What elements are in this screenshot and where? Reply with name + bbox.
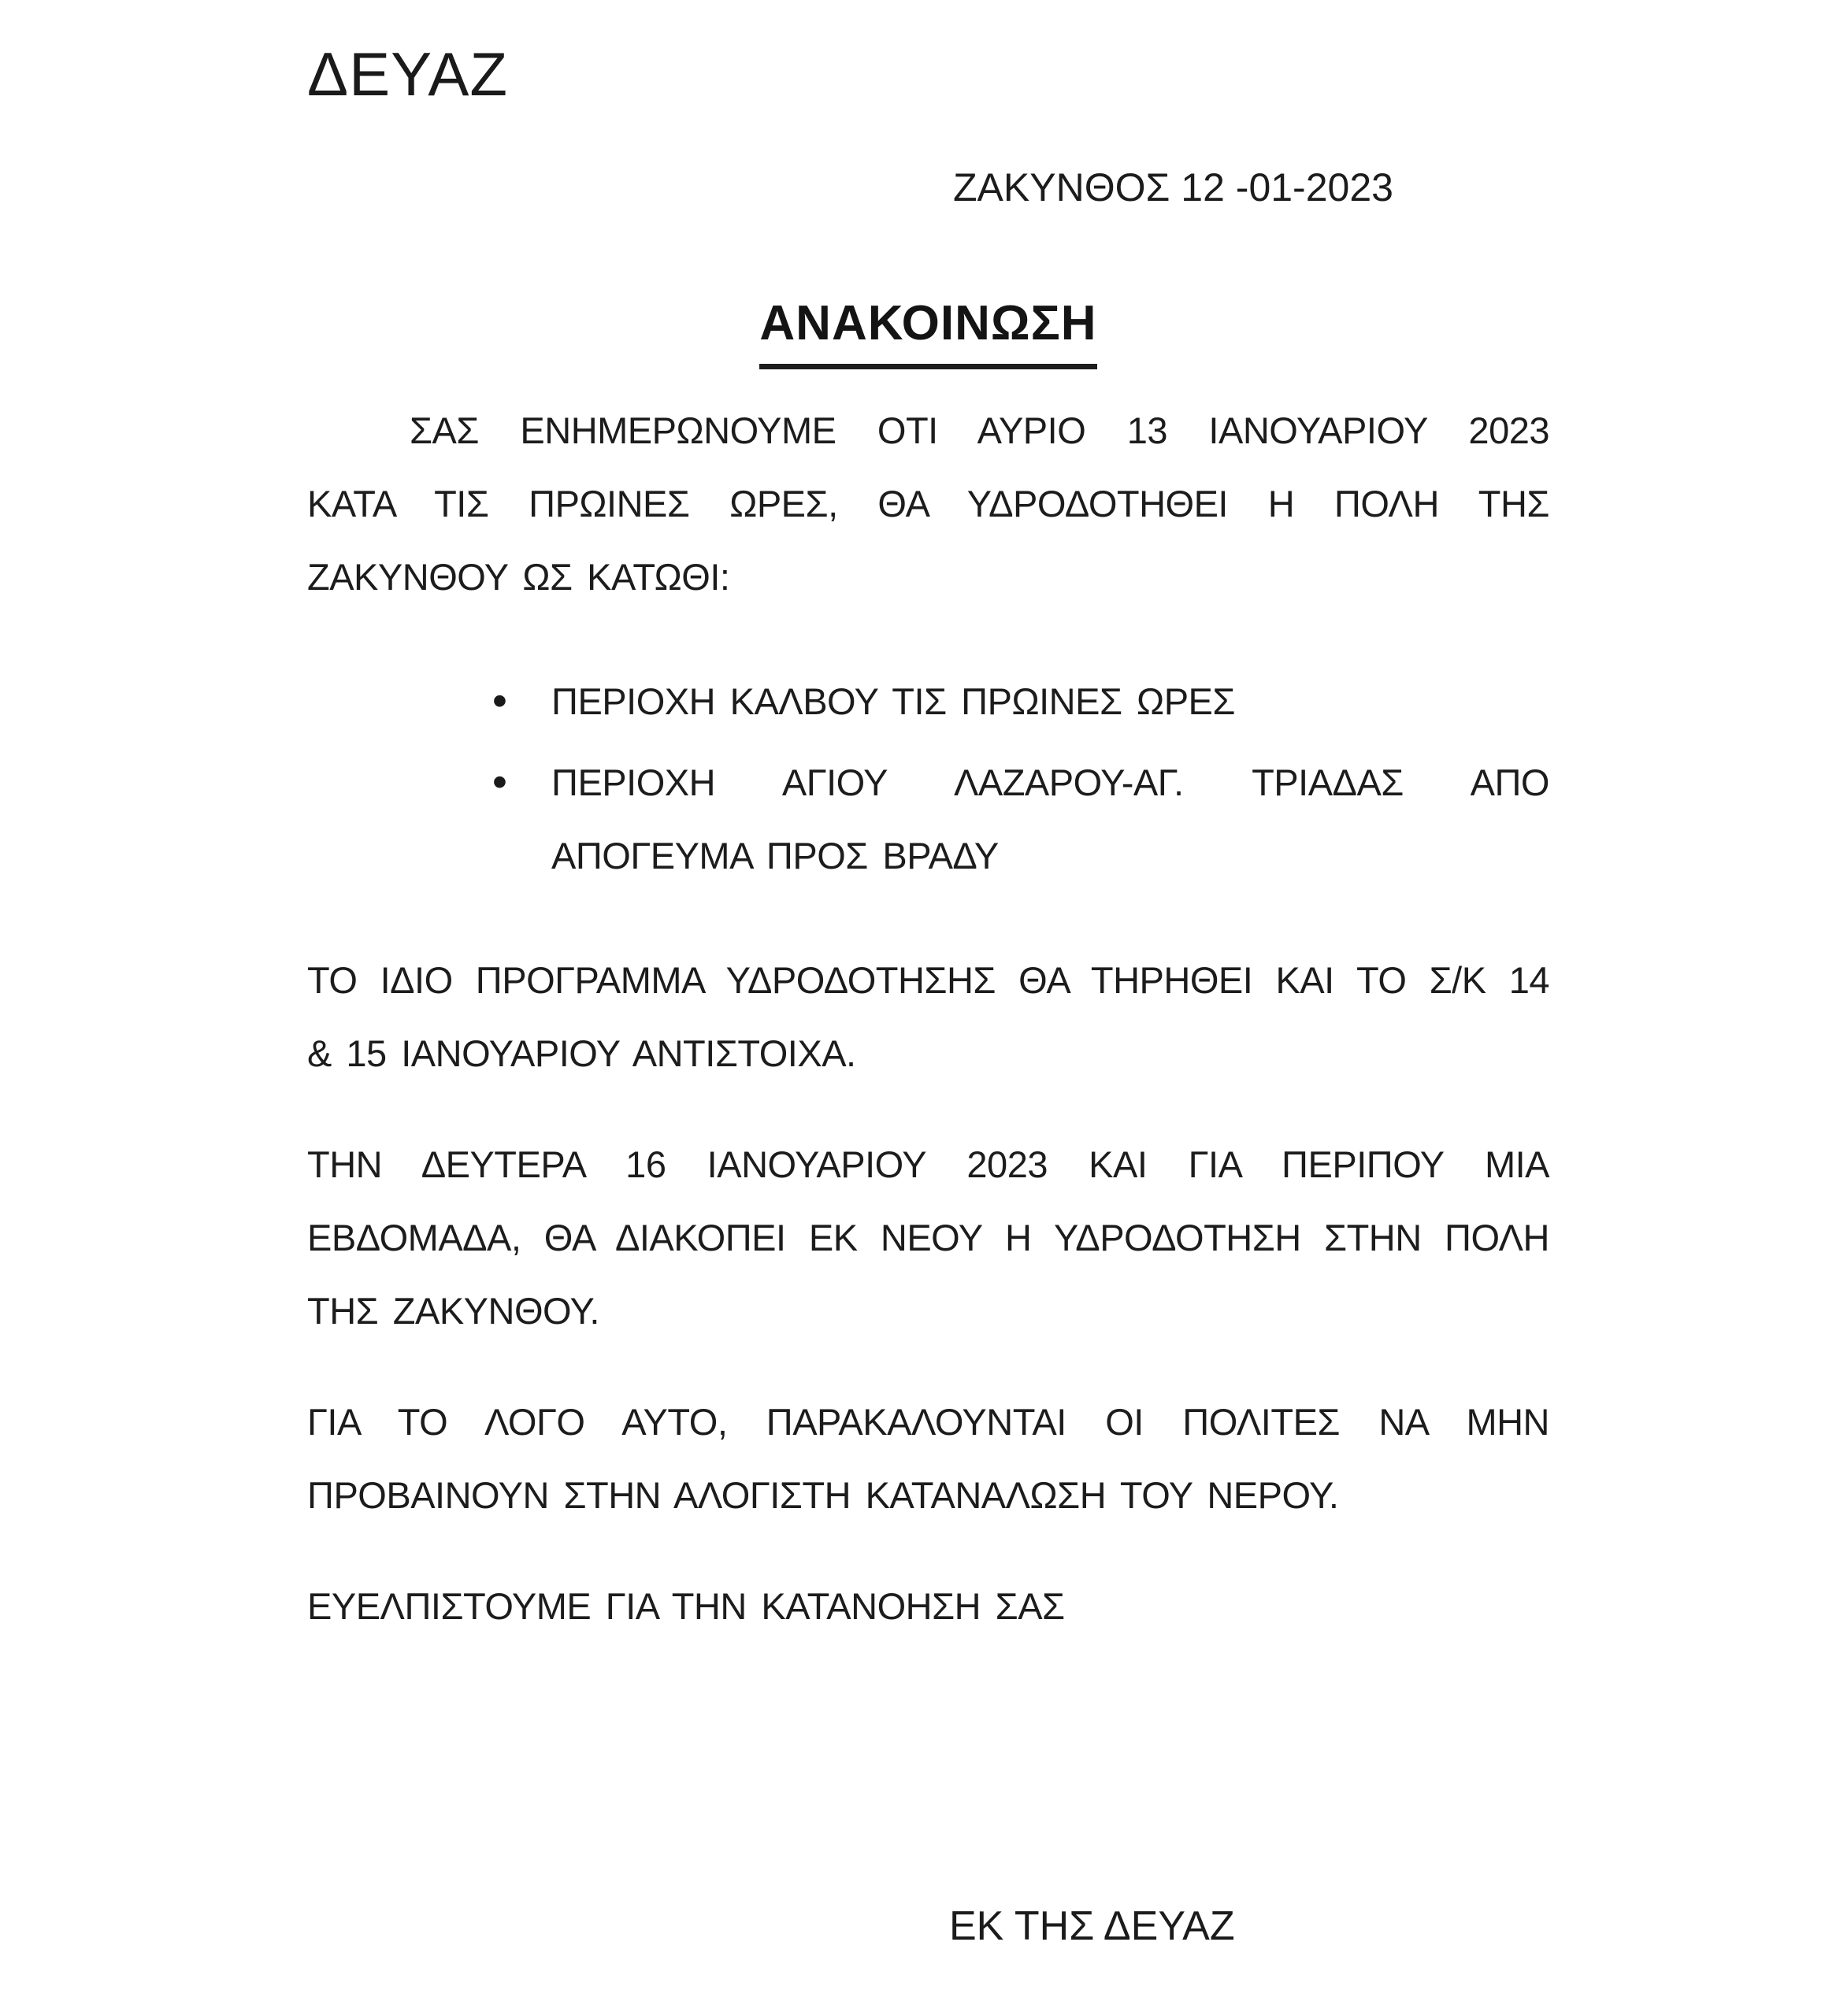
- place-date-line: ΖΑΚΥΝΘΟΣ 12 -01-2023: [953, 165, 1393, 209]
- text-line: ΓΙΑ ΤΟ ΛΟΓΟ ΑΥΤΟ, ΠΑΡΑΚΑΛΟΥΝΤΑΙ ΟΙ ΠΟΛΙΤΕΣ ΝΑ ΜΗΝ: [307, 1401, 1549, 1443]
- text-line: ΠΡΟΒΑΙΝΟΥΝ ΣΤΗΝ ΑΛΟΓΙΣΤΗ ΚΑΤΑΝΑΛΩΣΗ ΤΟΥ ΝΕΡΟΥ.: [307, 1474, 1339, 1516]
- appeal-paragraph: [307, 1385, 1549, 1532]
- bullet-list: [307, 665, 1549, 892]
- closing-paragraph: [307, 1569, 1549, 1643]
- bullet-text: [551, 746, 1549, 892]
- text-line: & 15 ΙΑΝΟΥΑΡΙΟΥ ΑΝΤΙΣΤΟΙΧΑ.: [307, 1032, 856, 1074]
- text-line: ΤΟ ΙΔΙΟ ΠΡΟΓΡΑΜΜΑ ΥΔΡΟΔΟΤΗΣΗΣ ΘΑ ΤΗΡΗΘΕΙ ΚΑΙ ΤΟ Σ/Κ 14: [307, 959, 1549, 1001]
- bullet-item: [307, 665, 1549, 738]
- bullet-icon: •: [492, 677, 507, 724]
- bullet-icon: •: [492, 758, 507, 806]
- text-line: ΕΥΕΛΠΙΣΤΟΥΜΕ ΓΙΑ ΤΗΝ ΚΑΤΑΝΟΗΣΗ ΣΑΣ: [307, 1585, 1065, 1627]
- signature-line: ΕΚ ΤΗΣ ΔΕΥΑΖ: [949, 1903, 1235, 1949]
- text-line: ΤΗΣ ΖΑΚΥΝΘΟΥ.: [307, 1290, 599, 1332]
- bullet-text: [551, 665, 1549, 738]
- text-line: ΚΑΤΑ ΤΙΣ ΠΡΩΙΝΕΣ ΩΡΕΣ, ΘΑ ΥΔΡΟΔΟΤΗΘΕΙ Η ΠΟΛΗ ΤΗΣ: [307, 483, 1549, 524]
- organization-name: ΔΕΥΑΖ: [307, 39, 509, 109]
- text-line: ΕΒΔΟΜΑΔΑ, ΘΑ ΔΙΑΚΟΠΕΙ ΕΚ ΝΕΟΥ Η ΥΔΡΟΔΟΤΗΣΗ ΣΤΗΝ ΠΟΛΗ: [307, 1217, 1549, 1258]
- document-title: ΑΝΑΚΟΙΝΩΣΗ: [759, 290, 1096, 369]
- text-line: ΣΑΣ ΕΝΗΜΕΡΩΝΟΥΜΕ ΟΤΙ ΑΥΡΙΟ 13 ΙΑΝΟΥΑΡΙΟΥ 2023: [410, 410, 1549, 451]
- text-line: ΠΕΡΙΟΧΗ ΑΓΙΟΥ ΛΑΖΑΡΟΥ-ΑΓ. ΤΡΙΑΔΑΣ ΑΠΟ: [551, 762, 1549, 803]
- text-line: ΤΗΝ ΔΕΥΤΕΡΑ 16 ΙΑΝΟΥΑΡΙΟΥ 2023 ΚΑΙ ΓΙΑ ΠΕΡΙΠΟΥ ΜΙΑ: [307, 1143, 1549, 1185]
- bullet-item: [307, 746, 1549, 892]
- text-line: ΠΕΡΙΟΧΗ ΚΑΛΒΟΥ ΤΙΣ ΠΡΩΙΝΕΣ ΩΡΕΣ: [551, 680, 1235, 722]
- title-row: [307, 290, 1549, 370]
- text-line: ΑΠΟΓΕΥΜΑ ΠΡΟΣ ΒΡΑΔΥ: [551, 835, 999, 876]
- intro-paragraph: [307, 394, 1549, 613]
- text-line: ΖΑΚΥΝΘΟΥ ΩΣ ΚΑΤΩΘΙ:: [307, 556, 730, 598]
- schedule-paragraph: [307, 943, 1549, 1090]
- outage-paragraph: [307, 1128, 1549, 1347]
